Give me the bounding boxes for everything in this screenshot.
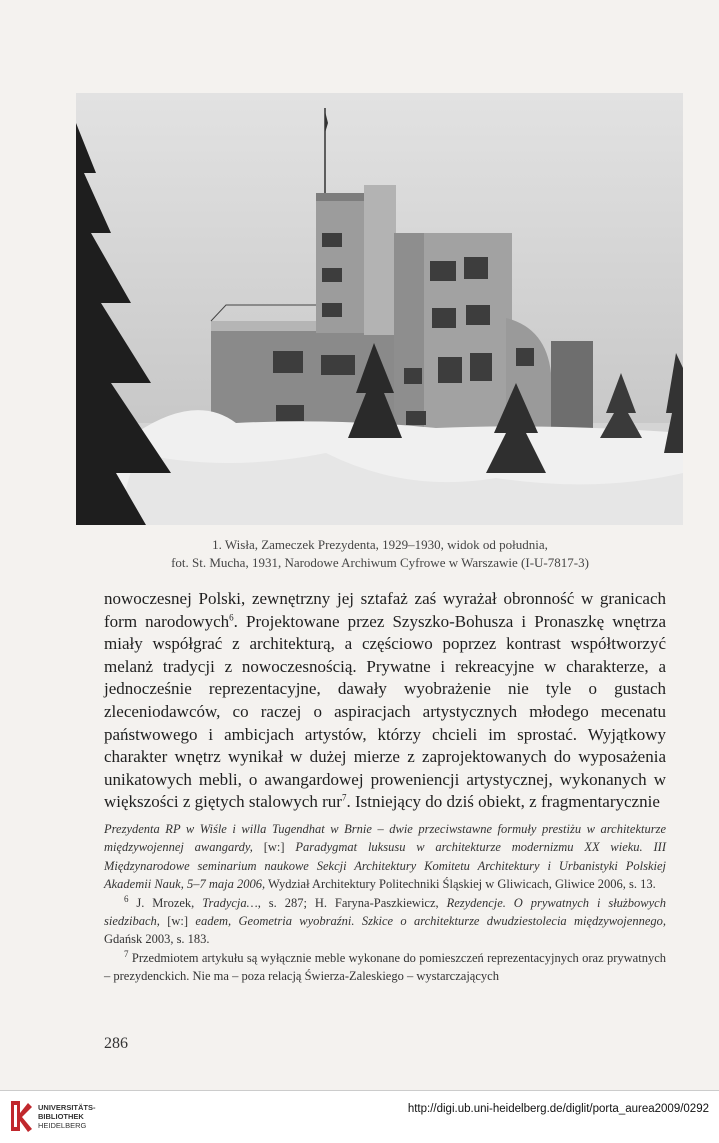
- caption-line-1: 1. Wisła, Zameczek Prezydenta, 1929–1930, widok od południa,: [212, 537, 548, 552]
- footnotes: [104, 820, 666, 986]
- body-text-1: nowoczesnej Polski, zewnętrzny jej sztafaż zaś wyrażał obronność w granicach form narodowych: [104, 589, 666, 631]
- figure-caption: [100, 536, 660, 572]
- photo-illustration: [76, 93, 683, 525]
- footnote-6: $^6$ J. Mrozek, Tradycja…, s. 287; H. Faryna-Paszkiewicz, Rezydencje. O prywatnych i służbowych siedzibach, [w:] eadem, Geometria wyobraźni. Szkice o architekturze dwudziestolecia międzywojennego, Gdańsk 2003, s. 183.: [104, 893, 666, 947]
- source-url-link[interactable]: http://digi.ub.uni-heidelberg.de/diglit/porta_aurea2009/0292: [407, 1103, 709, 1115]
- footnote-7: $^7$ Przedmiotem artykułu są wyłącznie meble wykonane do pomieszczeń reprezentacyjnych oraz prywatnych – prezydenckich. Nie ma – poza relacją Świerza-Zaleskiego – wystarczających: [104, 948, 666, 984]
- caption-line-2: fot. St. Mucha, 1931, Narodowe Archiwum Cyfrowe w Warszawie (I-U-7817-3): [171, 555, 589, 570]
- footnote-ref-6[interactable]: 6: [229, 611, 234, 622]
- body-paragraph: [104, 588, 666, 814]
- footnote-ref-7[interactable]: 7: [341, 792, 347, 803]
- body-text-2: . Projektowane przez Szyszko-Bohusza i Pronaszkę wnętrza miały współgrać z architekturą, a częściowo poprzez kontrast współtworzyć melanż tradycji z nowoczesnością. Prywatne i rekreacyjne w charakterze, a jednocześnie reprezentacyjne, dawały wyobrażenie nie tyle o gustach zleceniodawców, co raczej o aspiracjach artystycznych młodego mecenatu państwowego i ambicjach artystów, którzy chcieli im sprostać. Wyjątkowy charakter wnętrz wynikał w dużej mierze z zaprojektowanych do wyposażenia unikatowych mebli, o awangardowej proweniencji artystycznej, wykonanych w większości z giętych stalowych rur: [104, 611, 666, 812]
- figure-photo: [76, 93, 683, 525]
- body-text-3: . Istniejący do dziś obiekt, z fragmentarycznie: [346, 792, 660, 812]
- library-logo-text[interactable]: UNIVERSITÄTS- BIBLIOTHEK HEIDELBERG: [38, 1103, 96, 1130]
- library-logo-icon[interactable]: [8, 1099, 34, 1133]
- footnote-continuation: Prezydenta RP w Wiśle i willa Tugendhat w Brnie – dwie przeciwstawne formuły prestiżu w architekturze międzywojennej awangardy, [w:] Paradygmat luksusu w architekturze modernizmu XX wieku. III Międzynarodowe seminarium naukowe Sekcji Architektury Komitetu Architektury i Urbanistyki Polskiej Akademii Nauk, 5–7 maja 2006, Wydział Architektury Politechniki Śląskiej w Gliwicach, Gliwice 2006, s. 13.: [104, 822, 666, 892]
- viewer-footer: [0, 1090, 719, 1143]
- page-number: 286: [104, 1035, 128, 1052]
